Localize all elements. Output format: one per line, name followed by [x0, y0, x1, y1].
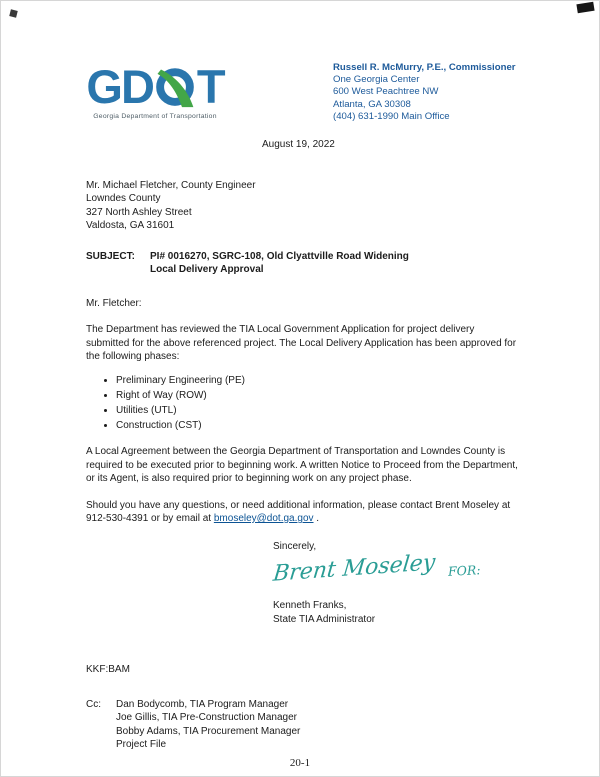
sincerely-text: Sincerely, [273, 540, 317, 552]
recipient-line: Lowndes County [86, 193, 161, 204]
scan-artifact-top-left [9, 9, 17, 17]
contact-text-after: . [313, 513, 320, 524]
recipient-address-block [86, 179, 519, 233]
body-paragraph-1: The Department has reviewed the TIA Local Government Application for project delivery submitted for the above referenced project. The Local Delivery Application has been approved for the following phases: [86, 324, 517, 362]
gdot-logo-o-icon [154, 66, 196, 108]
signature-script: Brent Moseley [271, 550, 437, 587]
phase-item-utl: • Utilities (UTL) [116, 404, 519, 418]
subject-line-2: Local Delivery Approval [150, 264, 264, 275]
signer-title: State TIA Administrator [273, 614, 376, 625]
signer-name: Kenneth Franks, [273, 600, 347, 611]
body-paragraph-3 [86, 499, 519, 526]
subject-label: SUBJECT: [86, 250, 135, 262]
page-number: 20-1 [289, 757, 311, 769]
office-phone-line: (404) 631-1990 Main Office [333, 110, 450, 122]
cc-name-line: Project File [116, 739, 167, 750]
contact-text-before: Should you have any questions, or need additional information, please contact Brent Moseley at 912-530-4391 or by email at [86, 499, 511, 524]
subject-line-1: PI# 0016270, SGRC-108, Old Clyattville Road Widening [150, 250, 409, 262]
email-link[interactable]: bmoseley@dot.ga.gov [213, 513, 314, 524]
cc-name-line: Joe Gillis, TIA Pre-Construction Manager [116, 712, 298, 723]
gdot-letters-gd: GD [86, 60, 153, 113]
subject-block [86, 250, 519, 277]
cc-name-line: Bobby Adams, TIA Procurement Manager [116, 725, 301, 737]
letter-date: August 19, 2022 [262, 139, 335, 150]
phase-item-cst: • Construction (CST) [116, 419, 519, 433]
body-paragraph-2: A Local Agreement between the Georgia Department of Transportation and Lowndes County is required to be executed prior to beginning work. A written Notice to Proceed from the Department, or its Agent, is also required prior to beginning work on any project phase. [86, 446, 518, 484]
phase-item-pe: • Preliminary Engineering (PE) [116, 374, 519, 388]
cc-names [116, 698, 300, 752]
office-address-line: Atlanta, GA 30308 [333, 98, 411, 110]
gdot-wordmark [79, 60, 231, 113]
closing-block [273, 540, 519, 628]
office-address-line: 600 West Peachtree NW [333, 86, 439, 98]
recipient-line: 327 North Ashley Street [86, 206, 192, 218]
gdot-letter-t: T [196, 60, 224, 113]
signature-for-note: FOR: [447, 562, 481, 579]
gdot-logo [79, 60, 231, 120]
cc-label: Cc: [86, 698, 101, 710]
cc-name-line: Dan Bodycomb, TIA Program Manager [116, 698, 289, 710]
phase-list [86, 374, 519, 433]
office-address-line: One Georgia Center [333, 74, 420, 86]
commissioner-name: Russell R. McMurry, P.E., Commissioner [333, 62, 516, 73]
scan-artifact-top-right [576, 2, 594, 14]
salutation: Mr. Fletcher: [86, 297, 142, 309]
recipient-line: Valdosta, GA 31601 [86, 220, 175, 231]
subject-content [150, 250, 409, 277]
cc-block [86, 698, 519, 752]
recipient-line: Mr. Michael Fletcher, County Engineer [86, 179, 256, 191]
commissioner-block [333, 62, 516, 123]
phase-item-row: • Right of Way (ROW) [116, 389, 519, 403]
reference-initials: KKF:BAM [86, 664, 130, 675]
letterhead [1, 58, 599, 130]
gdot-tagline: Georgia Department of Transportation [93, 113, 217, 120]
letter-body [1, 138, 599, 752]
handwritten-signature [271, 550, 519, 599]
